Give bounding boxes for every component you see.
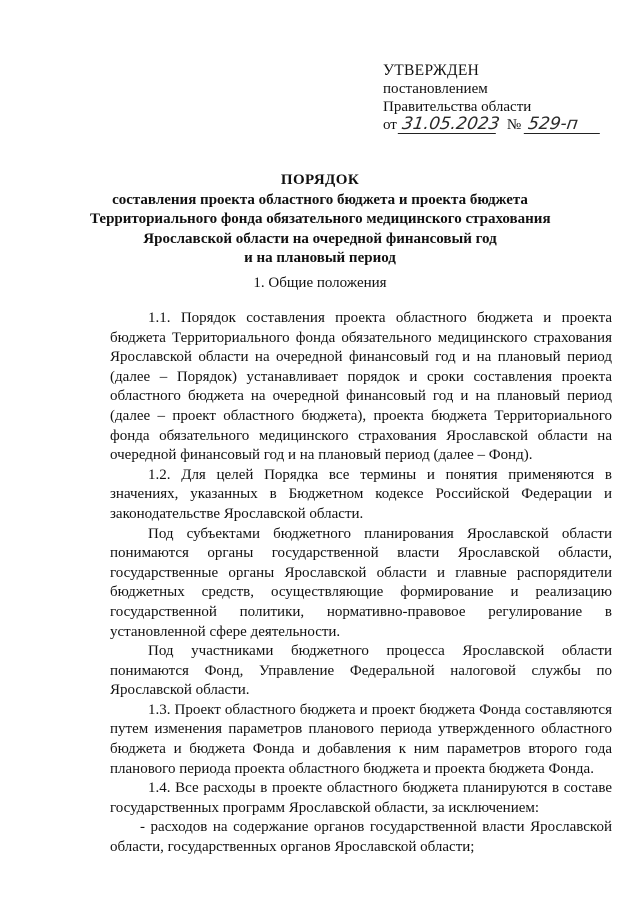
- approval-line-1: постановлением: [383, 81, 488, 97]
- title-line-4: и на плановый период: [244, 250, 396, 266]
- title-line-3: Ярославской области на очередной финансовый год: [143, 230, 497, 247]
- document-title: [90, 171, 550, 269]
- handwritten-number: 529-п: [524, 116, 603, 134]
- approval-heading: УТВЕРЖДЕН: [383, 62, 480, 79]
- title-main: ПОРЯДОК: [280, 172, 360, 188]
- approval-line-2: Правительства области: [383, 99, 532, 115]
- approval-from-label: от: [383, 117, 397, 133]
- paragraph-planning-subjects: Под субъектами бюджетного планирования Ярославской области понимаются органы государственной власти Ярославской области, государственные органы Ярославской области и главные распорядители бюджетных средств, осуществляющие формирование и реализацию государственной политики, нормативно-правовое регулирование в установленной сфере деятельности.: [110, 525, 612, 640]
- title-line-1: составления проекта областного бюджета и проекта бюджета: [112, 191, 528, 208]
- section-title: 1. Общие положения: [253, 275, 387, 291]
- paragraph-1-1: 1.1. Порядок составления проекта областного бюджета и проекта бюджета Территориального фонда обязательного медицинского страхования Ярославской области на очередной финансовый год и на плановый период (далее – Порядок) устанавливает порядок и сроки составления проекта областного бюджета на очередной финансовый год и на плановый период (далее – проект областного бюджета), проекта бюджета Территориального фонда обязательного медицинского страхования Ярославской области на очередной финансовый год и на плановый период (далее – Фонд).: [110, 310, 612, 464]
- approval-date-number-row: [383, 116, 613, 134]
- bullet-item-1: - расходов на содержание органов государственной власти Ярославской области, государственных органов Ярославской области;: [110, 819, 612, 856]
- paragraph-1-3: 1.3. Проект областного бюджета и проект бюджета Фонда составляются путем изменения параметров планового периода утвержденного областного бюджета и бюджета Фонда и добавления к ним параметров второго года планового периода проекта областного бюджета и проекта бюджета Фонда.: [110, 701, 612, 777]
- approval-block: [383, 62, 613, 134]
- document-body: [110, 309, 612, 858]
- approval-number-label: №: [506, 117, 522, 133]
- paragraph-1-4: 1.4. Все расходы в проекте областного бюджета планируются в составе государственных программ Ярославской области, за исключением:: [110, 780, 612, 816]
- handwritten-date: 31.05.2023: [398, 116, 499, 134]
- paragraph-1-2: 1.2. Для целей Порядка все термины и понятия применяются в значениях, указанных в Бюджетном кодексе Российской Федерации и законодательстве Ярославской области.: [110, 466, 612, 522]
- title-line-2: Территориального фонда обязательного медицинского страхования: [90, 211, 551, 227]
- paragraph-budget-participants: Под участниками бюджетного процесса Ярославской области понимаются Фонд, Управление Федеральной налоговой службы по Ярославской области.: [110, 643, 612, 699]
